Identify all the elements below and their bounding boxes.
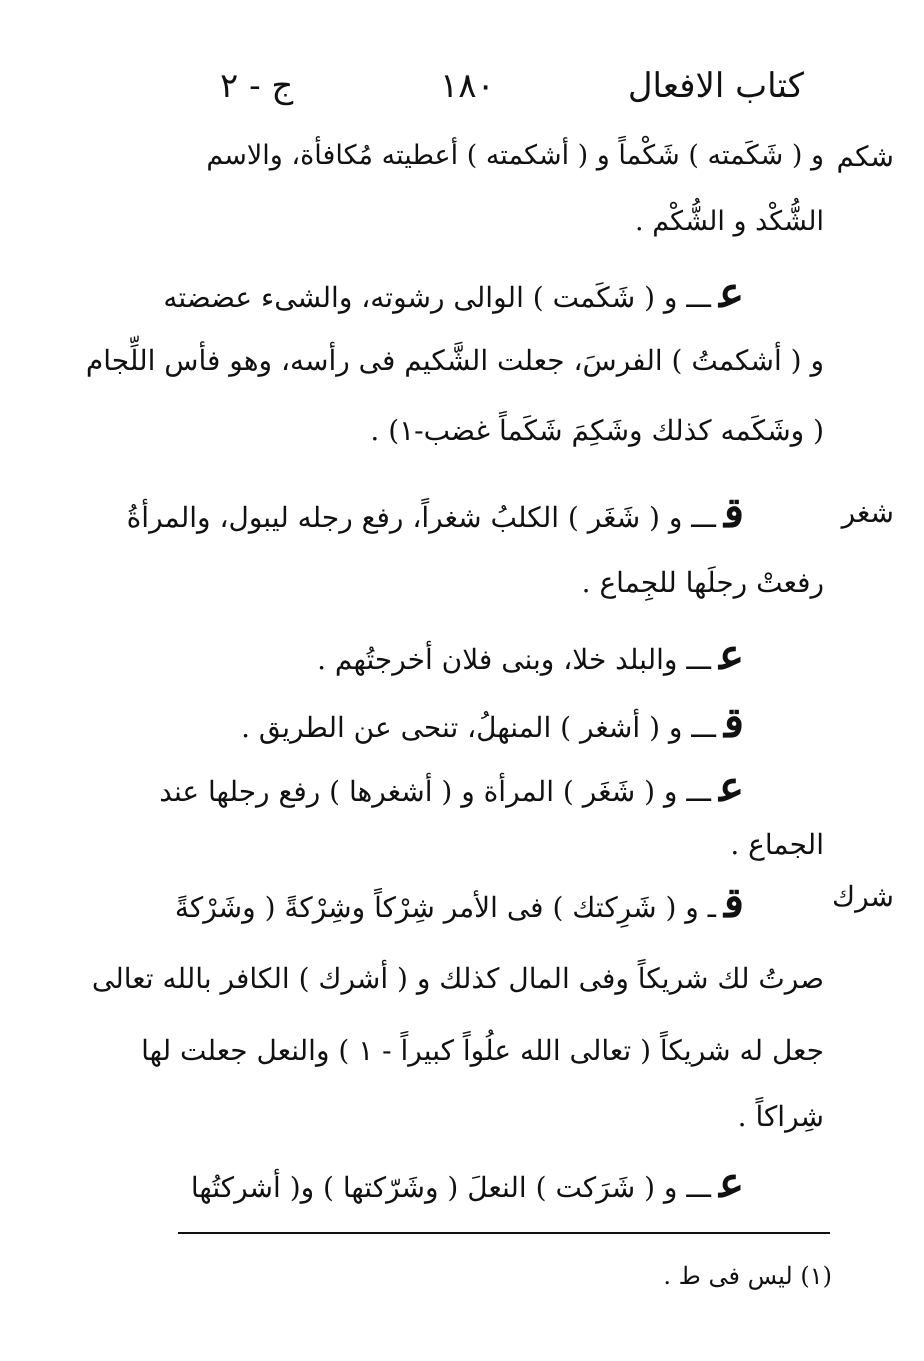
section-letter: ق	[723, 698, 744, 747]
entry-text: الشُّكْد و الشُّكْم .	[635, 206, 824, 237]
text-line	[635, 206, 824, 237]
text-line	[370, 414, 824, 447]
headword-sharak: شرك	[832, 880, 894, 913]
text-line	[92, 962, 824, 995]
entry-text: صرتُ لك شريكاً وفى المال كذلك و ( أشرك ) الكافر بالله تعالى	[91, 962, 824, 995]
text-line	[582, 566, 824, 599]
section-letter: ق	[723, 488, 744, 537]
volume-label: ج - ٢	[220, 66, 294, 106]
text-line	[206, 140, 824, 171]
page-number: ١٨٠	[440, 66, 495, 106]
text-line	[317, 630, 744, 679]
entry-text: ( وشَكَمه كذلك وشَكِمَ شَكَماً غضب-١) .	[370, 414, 824, 447]
text-line	[86, 344, 824, 377]
headword-shakam: شكم	[836, 140, 894, 173]
text-line	[241, 698, 744, 747]
section-letter: ع	[718, 762, 744, 811]
section-letter: ع	[718, 630, 744, 679]
entry-text: و ( شَكَمته ) شَكْماً و ( أشكمته ) أعطيته مُكافأة، والاسم	[206, 140, 824, 171]
entry-text: ـــ و ( شَرَكت ) النعلَ ( وشَرّكتها ) و( أشركتُها	[190, 1171, 711, 1204]
text-line	[141, 1034, 824, 1067]
entry-text: رفعتْ رجلَها للجِماع .	[581, 566, 824, 599]
text-line	[191, 1158, 744, 1207]
entry-text: الجماع .	[730, 828, 824, 861]
headword-shaghar: شغر	[841, 496, 894, 529]
section-letter: ع	[718, 268, 744, 317]
text-line	[730, 828, 824, 861]
entry-text: ـــ و ( أشغر ) المنهلُ، تنحى عن الطريق .	[241, 711, 716, 744]
section-letter: ق	[723, 878, 744, 927]
book-title: كتاب الافعال	[627, 66, 804, 106]
text-line	[163, 268, 744, 317]
footnote-divider	[178, 1232, 830, 1234]
entry-text: ـ و ( شَرِكتك ) فى الأمر شِرْكاً وشِرْكةً ( وشَرْكةً	[174, 891, 716, 924]
entry-text: شِراكاً .	[737, 1100, 824, 1133]
entry-text: جعل له شريكاً ( تعالى الله علُواً كبيراً - ١ ) والنعل جعلت لها	[141, 1034, 824, 1067]
footnote: (١) ليس فى ط .	[663, 1262, 832, 1290]
text-line	[175, 878, 744, 927]
text-line	[127, 488, 744, 537]
entry-text: ـــ والبلد خلا، وبنى فلان أخرجتُهم .	[317, 643, 711, 676]
entry-text: ـــ و ( شَغَر ) المرأة و ( أشغرها ) رفع رجلها عند	[159, 775, 711, 808]
entry-text: ـــ و ( شَغَر ) الكلبُ شغراً، رفع رجله ليبول، والمرأةُ	[126, 501, 716, 534]
entry-text: ـــ و ( شَكَمت ) الوالى رشوته، والشىء عضضته	[163, 281, 711, 314]
section-letter: ع	[718, 1158, 744, 1207]
text-line	[738, 1100, 824, 1133]
text-line	[159, 762, 744, 811]
entry-text: و ( أشكمتُ ) الفرسَ، جعلت الشَّكيم فى رأسه، وهو فأس اللِّجام	[85, 344, 824, 377]
